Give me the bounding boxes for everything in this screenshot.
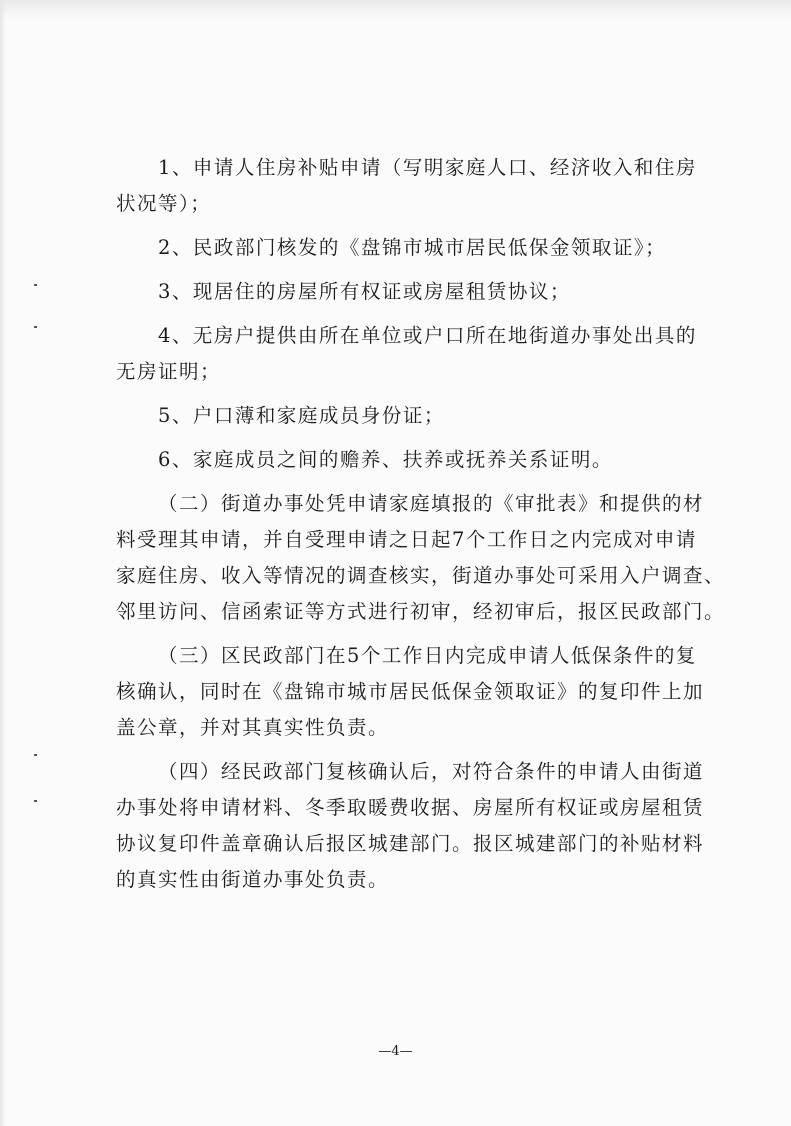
text-line: 盖公章，并对其真实性负责。 <box>116 716 390 739</box>
binding-mark <box>34 800 37 802</box>
text-line: 1、申请人住房补贴申请（写明家庭人口、经济收入和住房 <box>158 156 697 179</box>
text-line: （二）街道办事处凭申请家庭填报的《审批表》和提供的材 <box>158 492 705 515</box>
text-line: 的真实性由街道办事处负责。 <box>116 868 390 891</box>
text-line: 核确认，同时在《盘锦市城市居民低保金领取证》的复印件上加 <box>116 680 705 703</box>
text-line: 6、家庭成员之间的赡养、扶养或抚养关系证明。 <box>158 448 613 471</box>
text-line: （四）经民政部门复核确认后，对符合条件的申请人由街道 <box>158 760 705 783</box>
text-line: 办事处将申请材料、冬季取暖费收据、房屋所有权证或房屋租赁 <box>116 796 705 819</box>
text-line: 3、现居住的房屋所有权证或房屋租赁协议； <box>158 280 571 303</box>
scan-shadow-top <box>0 0 791 22</box>
text-line: 邻里访问、信函索证等方式进行初审，经初审后，报区民政部门。 <box>116 600 726 623</box>
body-text <box>116 150 726 898</box>
text-line: 无房证明； <box>116 360 222 383</box>
text-line: 料受理其申请，并自受理申请之日起7个工作日之内完成对申请 <box>116 528 697 551</box>
text-line: 4、无房户提供由所在单位或户口所在地街道办事处出具的 <box>158 324 697 347</box>
binding-mark <box>34 754 37 756</box>
page-number: —4— <box>378 1044 413 1059</box>
binding-mark <box>34 326 37 328</box>
text-line: （三）区民政部门在5个工作日内完成申请人低保条件的复 <box>158 644 697 667</box>
binding-mark <box>34 284 37 286</box>
text-line: 2、民政部门核发的《盘锦市城市居民低保金领取证》； <box>158 236 667 259</box>
text-line: 5、户口薄和家庭成员身份证； <box>158 404 445 427</box>
text-line: 家庭住房、收入等情况的调查核实，街道办事处可采用入户调查、 <box>116 564 726 587</box>
text-line: 协议复印件盖章确认后报区城建部门。报区城建部门的补贴材料 <box>116 832 705 855</box>
text-line: 状况等）； <box>116 192 212 215</box>
scan-shadow-left <box>0 0 6 1126</box>
